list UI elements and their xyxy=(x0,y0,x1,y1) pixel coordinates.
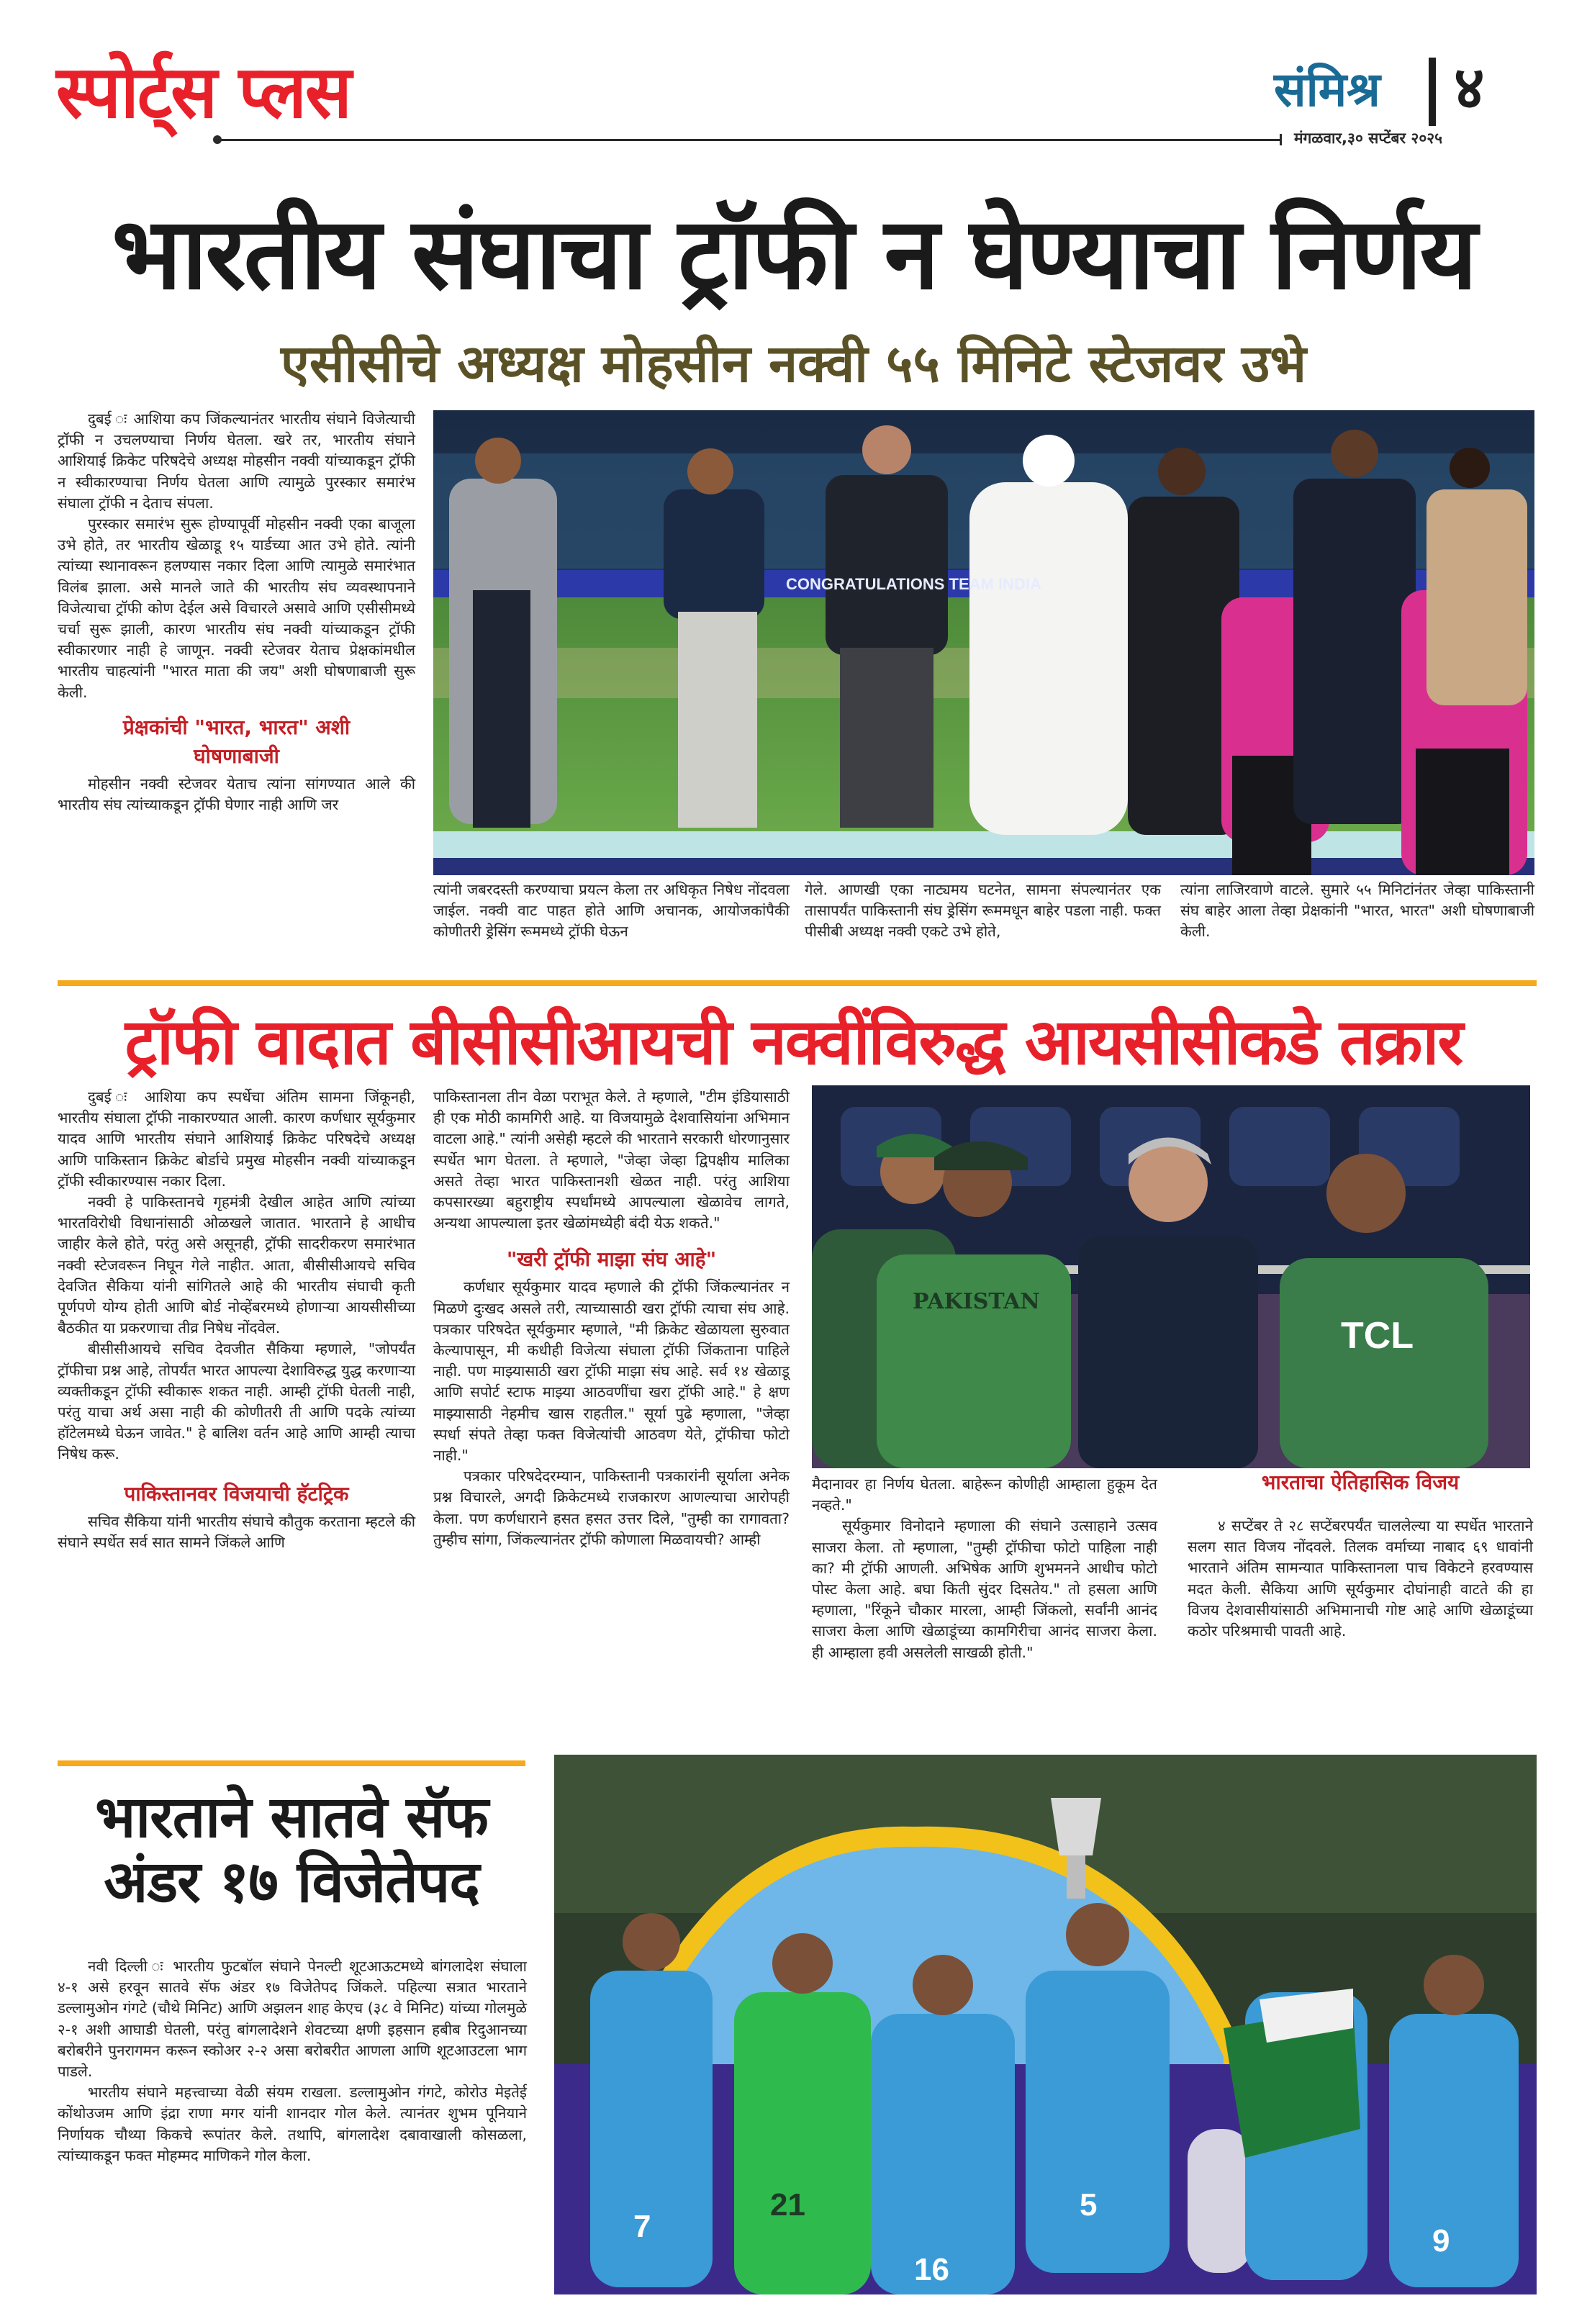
officials-on-stage-image xyxy=(433,410,1534,875)
story1-paragraph: मोहसीन नक्वी स्टेजवर येताच त्यांना सांगण्यात आले की भारतीय संघ त्यांच्याकडून ट्रॉफी घेणार नाही आणि जर xyxy=(58,774,415,814)
section-divider xyxy=(58,980,1537,986)
story1-paragraph: त्यांना लाजिरवाणे वाटले. सुमारे ५५ मिनिटांनंतर जेव्हा पाकिस्तानी संघ बाहेर आला तेव्हा प्रेक्षकांनी "भारत, भारत" अशी घोषणाबाजी केली. xyxy=(1180,881,1534,941)
story2-column-1 xyxy=(58,1087,415,1553)
story2-subhead: "खरी ट्रॉफी माझा संघ आहे" xyxy=(506,1247,717,1272)
publication-logo: स्पोर्ट्स प्लस xyxy=(56,50,351,135)
story2-paragraph: बीसीसीआयचे सचिव देवजीत सैकिया म्हणाले, "जोपर्यंत ट्रॉफीचा प्रश्न आहे, तोपर्यंत भारत आपल्या देशाविरुद्ध युद्ध करणाऱ्या व्यक्तीकडून ट्रॉफी स्वीकारू शकत नाही. आम्ही ट्रॉफी घेतली नाही, परंतु याचा अर्थ असा नाही की कोणीतरी ती आणि पदके त्यांच्या हॉटेलमध्ये घेऊन जावेत." हे बालिश वर्तन आहे आणि आम्ही त्याचा निषेध करू. xyxy=(58,1340,415,1463)
story1-paragraph: दुबई ः आशिया कप जिंकल्यानंतर भारतीय संघाने विजेत्याची ट्रॉफी न उचलण्याचा निर्णय घेतला. खरे तर, भारतीय संघाने आशियाई क्रिकेट परिषदेचे अध्यक्ष मोहसीन नक्वी यांच्याकडून ट्रॉफी न स्वीकारण्याचा निर्णय घेतला आणि त्यामुळे पुरस्कार समारंभ संघाला ट्रॉफी न देताच संपला. xyxy=(58,410,415,512)
section-name: संमिश्र xyxy=(1274,62,1380,117)
jersey-number: 16 xyxy=(914,2252,949,2287)
story2-paragraph: दुबई ः आशिया कप स्पर्धेचा अंतिम सामना जिंकूनही, भारतीय संघाला ट्रॉफी नाकारण्यात आली. कारण कर्णधार सूर्यकुमार यादव आणि भारतीय संघाने आशियाई क्रिकेट परिषदेचे अध्यक्ष आणि पाकिस्तान क्रिकेट बोर्डाचे प्रमुख मोहसीन नक्वी यांच्याकडून ट्रॉफी स्वीकारण्यास नकार दिला. xyxy=(58,1088,415,1190)
story2-paragraph: पत्रकार परिषदेदरम्यान, पाकिस्तानी पत्रकारांनी सूर्याला अनेक प्रश्न विचारले, अगदी क्रिकेटमध्ये राजकारण आणल्याचा आरोपही केला. पण कर्णधाराने हसत हसत उत्तर दिले, "तुम्ही का रागावता? तुम्हीच सांगा, जिंकल्यानंतर ट्रॉफी कोणाला मिळवायची? आम्ही xyxy=(433,1468,790,1548)
jersey-number: 5 xyxy=(1080,2187,1098,2223)
naqvi-with-players-image xyxy=(812,1085,1530,1468)
jersey-sponsor-text: TCL xyxy=(1341,1315,1414,1357)
story2-paragraph: पाकिस्तानला तीन वेळा पराभूत केले. ते म्हणाले, "टीम इंडियासाठी ही एक मोठी कामगिरी आहे. या विजयामुळे देशवासियांना अभिमान वाटला आहे." त्यांनी असेही म्हटले की भारताने सरकारी धोरणानुसार स्पर्धेत भाग घेतला. ते म्हणाले, "जेव्हा जेव्हा द्विपक्षीय मालिका असते तेव्हा भारत पाकिस्तानशी खेळत नाही. परंतु आशिया कपसारख्या बहुराष्ट्रीय स्पर्धांमध्ये आपल्याला खेळावेच लागते, अन्यथा आपल्याला इतर खेळांमध्येही बंदी येऊ शकते." xyxy=(433,1088,790,1232)
story2-headline: ट्रॉफी वादात बीसीसीआयची नक्वींविरुद्ध आयसीसीकडे तक्रार xyxy=(125,1005,1462,1079)
story1-column-4 xyxy=(1180,880,1534,943)
story3-column xyxy=(58,1956,527,2166)
story2-paragraph: ४ सप्टेंबर ते २८ सप्टेंबरपर्यंत चाललेल्या या स्पर्धेत भारताने सलग सात विजय नोंदवले. तिलक वर्माच्या नाबाद ६९ धावांनी भारताने अंतिम सामन्यात पाकिस्तानला पाच विकेटने हरवण्यास मदत केली. सैकिया आणि सूर्यकुमार दोघांनाही वाटते की हा विजय देशवासीयांसाठी अभिमानाची गोष्ट आहे आणि खेळाडूंच्या कठोर परिश्रमाची पावती आहे. xyxy=(1188,1517,1533,1640)
story2-photo xyxy=(812,1085,1530,1468)
story3-paragraph: नवी दिल्ली ः भारतीय फुटबॉल संघाने पेनल्टी शूटआऊटमध्ये बांगलादेश संघाला ४-१ असे हरवून सातवे सॅफ अंडर १७ विजेतेपद जिंकले. पहिल्या सत्रात भारताने डल्लामुओन गंगटे (चौथे मिनिट) आणि अझलन शाह केएच (३८ वे मिनिट) यांच्या गोलमुळे २-१ अशी आघाडी घेतली, परंतु बांगलादेशने शेवटच्या क्षणी इहसान हबीब रिदुआनच्या बरोबरीने पुनरागमन करून स्कोअर २-२ असा बरोबरीत आणला आणि शूटआउटला भाग पाडले. xyxy=(58,1958,527,2081)
header-rule-tick xyxy=(1280,134,1282,145)
story2-paragraph: नक्वी हे पाकिस्तानचे गृहमंत्री देखील आहेत आणि त्यांच्या भारतविरोधी विधानांसाठी ओळखले जातात. भारताने हे आधीच जाहीर केले होते, परंतु असे असूनही, ट्रॉफी सादरीकरण समारंभात नक्वी स्टेजवरून निघून गेले नाहीत. आता, बीसीसीआयचे सचिव देवजित सैकिया यांनी सांगितले आहे की भारतीय संघाची कृती पूर्णपणे योग्य होती आणि बोर्ड नोव्हेंबरमध्ये होणाऱ्या आयसीसीच्या बैठकीत या प्रकरणाचा तीव्र निषेध नोंदवेल. xyxy=(58,1193,415,1337)
story2-column-3 xyxy=(812,1474,1157,1663)
main-subheadline: एसीसीचे अध्यक्ष मोहसीन नक्वी ५५ मिनिटे स्टेजवर उभे xyxy=(281,333,1306,394)
story1-photo xyxy=(433,410,1534,875)
section-divider xyxy=(58,1760,525,1766)
story1-paragraph: गेले. आणखी एका नाट्यमय घटनेत, सामना संपल्यानंतर एक तासापर्यंत पाकिस्तानी संघ ड्रेसिंग रूममधून बाहेर पडला नाही. फक्त पीसीबी अध्यक्ष नक्वी एकटे उभे होते, xyxy=(805,881,1161,941)
jersey-number: 21 xyxy=(770,2187,805,2223)
story1-column-2 xyxy=(433,880,790,943)
story2-subhead: भारताचा ऐतिहासिक विजय xyxy=(1261,1470,1460,1494)
story1-subhead: प्रेक्षकांची "भारत, भारत" अशी घोषणाबाजी xyxy=(122,715,351,768)
story2-paragraph: सचिव सैकिया यांनी भारतीय संघाचे कौतुक करताना म्हटले की संघाने स्पर्धेत सर्व सात सामने जिंकले आणि xyxy=(58,1512,415,1551)
main-headline: भारतीय संघाचा ट्रॉफी न घेण्याचा निर्णय xyxy=(112,196,1475,312)
story2-column-2 xyxy=(433,1087,790,1550)
story3-paragraph: भारतीय संघाने महत्त्वाच्या वेळी संयम राखला. डल्लामुओन गंगटे, कोरोउ मेइतेई कोंथोउजम आणि इंद्रा राणा मगर यांनी शानदार गोल केले. त्यानंतर शुभम पूनियाने निर्णायक चौथ्या किकचे रूपांतर केले. तथापि, बांगलादेश दबावाखाली कोसळला, त्यांच्याकडून फक्त मोहम्मद माणिकने गोल केला. xyxy=(58,2084,527,2164)
story1-column-3 xyxy=(805,880,1161,943)
jersey-text: PAKISTAN xyxy=(913,1289,1040,1314)
story1-paragraph: पुरस्कार समारंभ सुरू होण्यापूर्वी मोहसीन नक्वी एका बाजूला उभे होते, तर भारतीय खेळाडू १५ यार्डच्या आत उभे होते. त्यांनी त्यांच्या स्थानावरून हलण्यास नकार दिला आणि त्यामुळे समारंभात विलंब झाला. असे मानले जाते की भारतीय संघ व्यवस्थापनाने विजेत्याचा ट्रॉफी कोण देईल असे विचारले असावे आणि एसीसीमध्ये चर्चा सुरू झाली, कारण भारतीय संघ नक्वी यांच्याकडून ट्रॉफी स्वीकारणार नाही हे जाणून. नक्वी स्टेजवर येताच प्रेक्षकांमधील भारतीय चाहत्यांनी "भारत माता की जय" अशी घोषणाबाजी सुरू केली. xyxy=(58,515,415,701)
story1-paragraph: त्यांनी जबरदस्ती करण्याचा प्रयत्न केला तर अधिकृत निषेध नोंदवला जाईल. नक्वी वाट पाहत होते आणि अचानक, आयोजकांपैकी कोणीतरी ड्रेसिंग रूममध्ये ट्रॉफी घेऊन xyxy=(433,881,790,941)
story2-column-4 xyxy=(1188,1468,1533,1642)
jersey-number: 9 xyxy=(1432,2223,1450,2259)
story2-paragraph: कर्णधार सूर्यकुमार यादव म्हणाले की ट्रॉफी जिंकल्यानंतर न मिळणे दुःखद असले तरी, त्याच्यासाठी खरा ट्रॉफी त्याचा संघ आहे. पत्रकार परिषदेत सूर्यकुमार म्हणाले, "मी क्रिकेट खेळायला सुरुवात केल्यापासून, मी कधीही विजेत्या संघाला ट्रॉफी जिंकताना पाहिले नाही. पण माझ्यासाठी खरा ट्रॉफी माझा संघ आहे. सर्व १४ खेळाडू आणि सपोर्ट स्टाफ माझ्या आठवणींचा खरा ट्रॉफी आहे." हे क्षण माझ्यासाठी नेहमीच खास राहतील." सूर्या पुढे म्हणाला, "जेव्हा स्पर्धा संपते तेव्हा फक्त विजेत्यांची आठवण येते, ट्रॉफीचा फोटो नाही." xyxy=(433,1278,790,1465)
story3-photo xyxy=(554,1755,1537,2294)
story3-headline: भारताने सातवे सॅफ अंडर १७ विजेतेपद xyxy=(95,1783,488,1915)
u17-team-celebration-image xyxy=(554,1755,1537,2294)
page-number: ४ xyxy=(1454,54,1485,122)
story2-paragraph: सूर्यकुमार विनोदाने म्हणाला की संघाने उत्साहाने उत्सव साजरा केला. तो म्हणाला, "तुम्ही ट्रॉफीचा फोटो पाहिला नाही का? मी ट्रॉफी आणली. अभिषेक आणि शुभमनने आधीच फोटो पोस्ट केला आहे. बघा किती सुंदर दिसतेय." तो हसला आणि म्हणाला, "रिंकूने चौकार मारला, आम्ही जिंकलो, सर्वांनी आनंद साजरा केला आणि खेळाडूंच्या कामगिरीचा आनंद साजरा केला. ही आम्हाला हवी असलेली साखळी होती." xyxy=(812,1517,1157,1661)
story1-column-1 xyxy=(58,409,415,815)
issue-date: मंगळवार,३० सप्टेंबर २०२५ xyxy=(1294,130,1443,147)
story2-paragraph: मैदानावर हा निर्णय घेतला. बाहेरून कोणीही आम्हाला हुकूम देत नव्हते." xyxy=(812,1475,1157,1514)
story2-subhead: पाकिस्तानवर विजयाची हॅटट्रिक xyxy=(124,1481,349,1506)
jersey-number: 7 xyxy=(633,2209,651,2244)
stadium-banner-text: CONGRATULATIONS TEAM INDIA xyxy=(786,575,1041,593)
header-rule xyxy=(216,139,1281,141)
header-divider xyxy=(1429,58,1436,126)
